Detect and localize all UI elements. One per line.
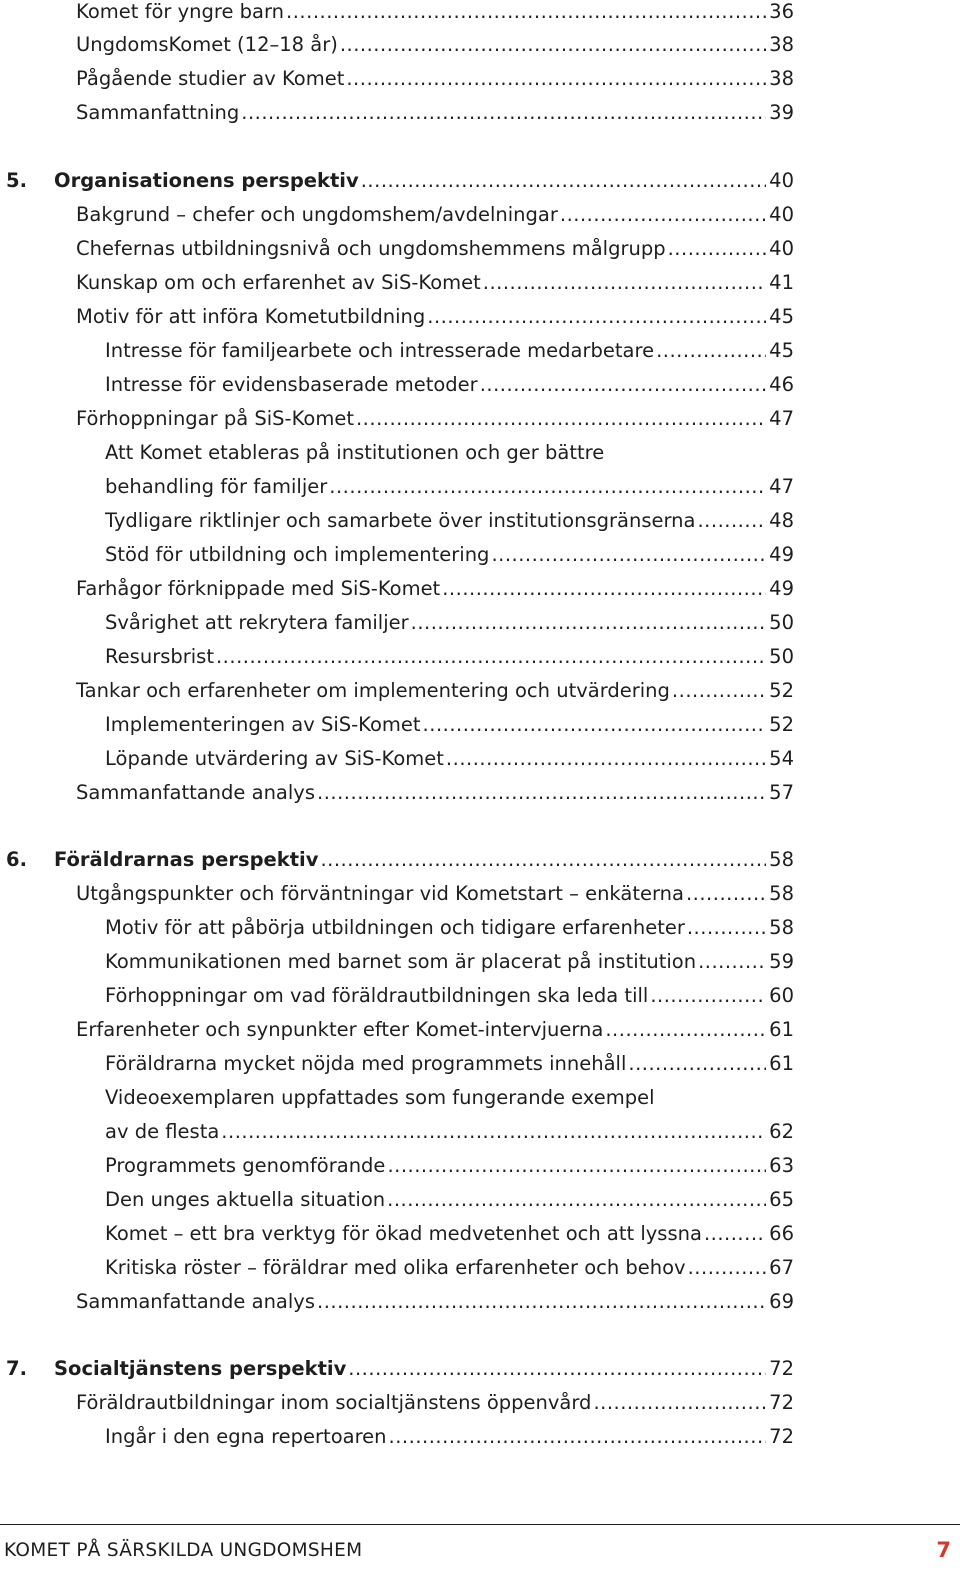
- leader-dots: [329, 470, 766, 504]
- toc-subentry[interactable]: [105, 640, 794, 674]
- toc-entry-title: Löpande utvärdering av SiS-Komet: [105, 747, 444, 770]
- leader-dots: [704, 1217, 766, 1251]
- toc-entry-title: Att Komet etableras på institutionen och ger bättre: [105, 441, 605, 464]
- toc-page-number: 61: [769, 1052, 794, 1075]
- toc-subentry[interactable]: [105, 945, 794, 979]
- toc-entry[interactable]: [76, 1013, 794, 1047]
- toc-entry-title: UngdomsKomet (12–18 år): [76, 33, 338, 56]
- toc-page-number: 63: [769, 1154, 794, 1177]
- toc-entry-title: Erfarenheter och synpunkter efter Komet-intervjuerna: [76, 1018, 604, 1041]
- toc-chapter-7[interactable]: [6, 1352, 794, 1386]
- toc-entry-title: Videoexemplaren uppfattades som fungerande exempel: [105, 1086, 655, 1109]
- toc-page-number: 50: [769, 645, 794, 668]
- toc-page-number: 72: [769, 1357, 794, 1380]
- chapter-number: 5.: [6, 169, 27, 192]
- toc-page-number: 45: [769, 339, 794, 362]
- toc-subentry[interactable]: [105, 334, 794, 368]
- toc-entry-title: Kunskap om och erfarenhet av SiS-Komet: [76, 271, 481, 294]
- toc-entry-title: Föräldrautbildningar inom socialtjänstens öppenvård: [76, 1391, 592, 1414]
- toc-subentry[interactable]: [105, 742, 794, 776]
- toc-entry[interactable]: [76, 232, 794, 266]
- toc-entry-title: behandling för familjer: [105, 475, 328, 498]
- toc-page-number: 39: [769, 101, 794, 124]
- toc-entry-title: av de flesta: [105, 1120, 220, 1143]
- leader-dots: [480, 368, 766, 402]
- toc-subentry[interactable]: [105, 470, 794, 504]
- toc-entry[interactable]: [76, 674, 794, 708]
- leader-dots: [628, 1047, 766, 1081]
- toc-page-number: 72: [769, 1425, 794, 1448]
- toc-entry[interactable]: [76, 0, 794, 29]
- toc-entry-title: Implementeringen av SiS-Komet: [105, 713, 421, 736]
- toc-entry-title: Sammanfattande analys: [76, 781, 315, 804]
- leader-dots: [560, 198, 766, 232]
- chapter-title: Socialtjänstens perspektiv: [54, 1357, 347, 1380]
- toc-entry[interactable]: [76, 877, 794, 911]
- toc-entry-title: Utgångspunkter och förväntningar vid Kometstart – enkäterna: [76, 882, 684, 905]
- leader-dots: [317, 1285, 766, 1319]
- toc-page-number: 48: [769, 509, 794, 532]
- toc-page-number: 40: [769, 169, 794, 192]
- chapter-title: Organisationens perspektiv: [54, 169, 359, 192]
- toc-page-number: 38: [769, 33, 794, 56]
- chapter-title: Föräldrarnas perspektiv: [54, 848, 319, 871]
- toc-page-number: 54: [769, 747, 794, 770]
- toc-entry[interactable]: [76, 300, 794, 334]
- toc-entry[interactable]: [76, 1386, 794, 1420]
- leader-dots: [340, 28, 766, 62]
- toc-entry[interactable]: [76, 572, 794, 606]
- toc-subentry-line1[interactable]: [105, 436, 604, 470]
- leader-dots: [317, 776, 766, 810]
- toc-page-number: 59: [769, 950, 794, 973]
- toc-entry-title: Sammanfattande analys: [76, 1290, 315, 1313]
- leader-dots: [348, 1352, 766, 1386]
- toc-entry[interactable]: [76, 776, 794, 810]
- toc-subentry[interactable]: [105, 1183, 794, 1217]
- toc-entry-title: Motiv för att införa Kometutbildning: [76, 305, 426, 328]
- toc-page-number: 36: [769, 0, 794, 23]
- toc-page-number: 41: [769, 271, 794, 294]
- leader-dots: [697, 504, 766, 538]
- toc-page-number: 46: [769, 373, 794, 396]
- leader-dots: [672, 674, 766, 708]
- leader-dots: [221, 1115, 766, 1149]
- toc-page-number: 45: [769, 305, 794, 328]
- toc-page-number: 66: [769, 1222, 794, 1245]
- toc-subentry[interactable]: [105, 538, 794, 572]
- toc-entry[interactable]: [76, 28, 794, 62]
- toc-entry-title: Resursbrist: [105, 645, 214, 668]
- footer-page-number: 7: [936, 1538, 951, 1562]
- toc-entry-title: Komet för yngre barn: [76, 0, 285, 23]
- toc-subentry[interactable]: [105, 1420, 794, 1454]
- toc-entry-title: Farhågor förknippade med SiS-Komet: [76, 577, 441, 600]
- toc-page-number: 49: [769, 577, 794, 600]
- leader-dots: [688, 1251, 767, 1285]
- chapter-number: 7.: [6, 1357, 27, 1380]
- leader-dots: [491, 538, 766, 572]
- toc-subentry[interactable]: [105, 504, 794, 538]
- toc-subentry[interactable]: [105, 368, 794, 402]
- toc-subentry[interactable]: [105, 708, 794, 742]
- toc-subentry[interactable]: [105, 1047, 794, 1081]
- leader-dots: [650, 979, 766, 1013]
- toc-entry-title: Stöd för utbildning och implementering: [105, 543, 490, 566]
- leader-dots: [446, 742, 766, 776]
- toc-entry-title: Sammanfattning: [76, 101, 240, 124]
- leader-dots: [427, 300, 766, 334]
- toc-page-number: 47: [769, 407, 794, 430]
- toc-entry-title: Motiv för att påbörja utbildningen och tidigare erfarenheter: [105, 916, 685, 939]
- toc-page-number: 67: [769, 1256, 794, 1279]
- toc-page-number: 52: [769, 679, 794, 702]
- leader-dots: [320, 843, 766, 877]
- toc-chapter-5[interactable]: [6, 164, 794, 198]
- toc-page-number: 52: [769, 713, 794, 736]
- toc-page-number: 65: [769, 1188, 794, 1211]
- toc-subentry-line1[interactable]: [105, 1081, 655, 1115]
- leader-dots: [686, 877, 766, 911]
- leader-dots: [656, 334, 766, 368]
- toc-page-number: 69: [769, 1290, 794, 1313]
- toc-entry-title: Chefernas utbildningsnivå och ungdomshemmens målgrupp: [76, 237, 666, 260]
- toc-entry-title: Förhoppningar om vad föräldrautbildningen ska leda till: [105, 984, 649, 1007]
- toc-entry[interactable]: [76, 266, 794, 300]
- toc-page-number: 58: [769, 916, 794, 939]
- toc-entry-title: Kommunikationen med barnet som är placerat på institution: [105, 950, 697, 973]
- toc-entry[interactable]: [76, 402, 794, 436]
- toc-page-number: 40: [769, 237, 794, 260]
- leader-dots: [387, 1183, 766, 1217]
- toc-subentry[interactable]: [105, 1217, 794, 1251]
- toc-chapter-6[interactable]: [6, 843, 794, 877]
- leader-dots: [346, 62, 766, 96]
- leader-dots: [387, 1149, 766, 1183]
- toc-subentry[interactable]: [105, 606, 794, 640]
- toc-entry-title: Tydligare riktlinjer och samarbete över institutionsgränserna: [105, 509, 696, 532]
- toc-subentry[interactable]: [105, 1149, 794, 1183]
- toc-entry[interactable]: [76, 1285, 794, 1319]
- toc-page-number: 62: [769, 1120, 794, 1143]
- toc-entry-title: Förhoppningar på SiS-Komet: [76, 407, 354, 430]
- leader-dots: [216, 640, 766, 674]
- leader-dots: [698, 945, 766, 979]
- leader-dots: [483, 266, 766, 300]
- leader-dots: [361, 164, 766, 198]
- leader-dots: [286, 0, 766, 29]
- toc-entry-title: Intresse för evidensbaserade metoder: [105, 373, 478, 396]
- toc-entry-title: Intresse för familjearbete och intresserade medarbetare: [105, 339, 655, 362]
- leader-dots: [356, 402, 766, 436]
- toc-subentry[interactable]: [105, 1251, 794, 1285]
- toc-page-number: 38: [769, 67, 794, 90]
- toc-entry-title: Tankar och erfarenheter om implementering och utvärdering: [76, 679, 670, 702]
- toc-page-number: 60: [769, 984, 794, 1007]
- leader-dots: [668, 232, 767, 266]
- leader-dots: [423, 708, 767, 742]
- toc-page-number: 49: [769, 543, 794, 566]
- leader-dots: [442, 572, 766, 606]
- toc-entry[interactable]: [76, 62, 794, 96]
- toc-subentry[interactable]: [105, 979, 794, 1013]
- toc-entry-title: Den unges aktuella situation: [105, 1188, 386, 1211]
- toc-entry-title: Föräldrarna mycket nöjda med programmets innehåll: [105, 1052, 627, 1075]
- toc-page-number: 58: [769, 882, 794, 905]
- toc-subentry[interactable]: [105, 1115, 794, 1149]
- toc-page-number: 57: [769, 781, 794, 804]
- footer-title: KOMET PÅ SÄRSKILDA UNGDOMSHEM: [4, 1540, 363, 1561]
- leader-dots: [605, 1013, 766, 1047]
- toc-entry-title: Bakgrund – chefer och ungdomshem/avdelningar: [76, 203, 558, 226]
- toc-entry-title: Svårighet att rekrytera familjer: [105, 611, 409, 634]
- toc-page-number: 47: [769, 475, 794, 498]
- leader-dots: [389, 1420, 767, 1454]
- toc-entry-title: Ingår i den egna repertoaren: [105, 1425, 387, 1448]
- toc-page-number: 72: [769, 1391, 794, 1414]
- leader-dots: [411, 606, 767, 640]
- toc-page-number: 50: [769, 611, 794, 634]
- toc-page-number: 61: [769, 1018, 794, 1041]
- chapter-number: 6.: [6, 848, 27, 871]
- toc-page-number: 40: [769, 203, 794, 226]
- toc-entry-title: Komet – ett bra verktyg för ökad medvetenhet och att lyssna: [105, 1222, 702, 1245]
- leader-dots: [593, 1386, 766, 1420]
- footer-divider: [0, 1524, 960, 1525]
- toc-entry-title: Kritiska röster – föräldrar med olika erfarenheter och behov: [105, 1256, 686, 1279]
- leader-dots: [241, 96, 766, 130]
- leader-dots: [687, 911, 766, 945]
- toc-entry[interactable]: [76, 96, 794, 130]
- toc-entry[interactable]: [76, 198, 794, 232]
- toc-page-number: 58: [769, 848, 794, 871]
- toc-entry-title: Pågående studier av Komet: [76, 67, 345, 90]
- toc-entry-title: Programmets genomförande: [105, 1154, 386, 1177]
- toc-subentry[interactable]: [105, 911, 794, 945]
